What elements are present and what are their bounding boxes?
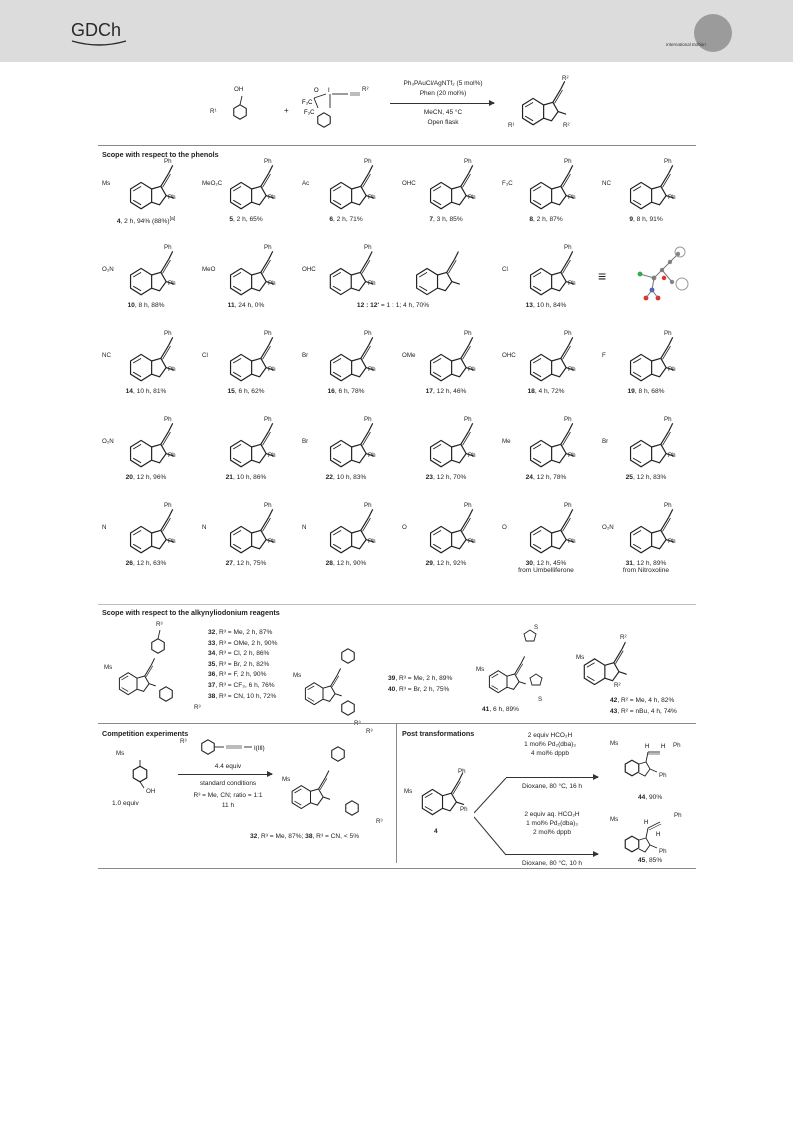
substituent-label: O₂N [102, 266, 114, 273]
compound-number: 36 [208, 671, 216, 679]
post-transformations-title: Post transformations [402, 729, 475, 738]
compound-number: 26 [125, 560, 133, 567]
compound-number: 30 [525, 560, 533, 567]
ph-label: Ph [564, 244, 572, 251]
product-entry: 38, R³ = CN, 10 h, 72% [208, 692, 277, 700]
ph-label: Ph [268, 452, 276, 459]
benzofuran-structure [212, 246, 286, 304]
ph-label: Ph [664, 502, 672, 509]
compound-number: 6 [329, 216, 333, 223]
ms-label: Ms [476, 666, 485, 673]
ph-label: Ph [268, 280, 276, 287]
compound-number: 9 [629, 216, 633, 223]
competition-conditions: standard conditions [199, 780, 257, 787]
compound-caption: 25, 12 h, 83% [625, 474, 667, 481]
compound-number: 39 [388, 675, 396, 682]
ph-label: Ph [168, 452, 176, 459]
compound-caption: 21, 10 h, 86% [225, 474, 267, 481]
compound-caption: 26, 12 h, 63% [125, 560, 167, 567]
journal-header [0, 0, 793, 62]
benzofuran-structure [212, 504, 286, 562]
substituent-label: Cl [502, 266, 508, 273]
compound-caption: 18, 4 h, 72% [527, 388, 565, 395]
compound-caption: 10, 8 h, 88% [127, 302, 165, 309]
substituent-label: MeO [202, 266, 216, 273]
product-entry: 40, R³ = Br, 2 h, 75% [388, 685, 450, 693]
compound-4-structure [404, 768, 476, 826]
product-entry: 43, R² = nBu, 4 h, 74% [610, 707, 677, 715]
benzofuran-structure [412, 160, 486, 218]
ph-label: Ph [168, 280, 176, 287]
compound-number: 23 [425, 474, 433, 481]
compound-caption: 22, 10 h, 83% [325, 474, 367, 481]
ph-label: Ph [464, 502, 472, 509]
ph-label: Ph [664, 330, 672, 337]
top-reagent-3: 4 mol% dppb [531, 750, 569, 757]
compound-caption: 24, 12 h, 78% [525, 474, 567, 481]
ph-label: Ph [673, 742, 681, 749]
compound-caption: 28, 12 h, 90% [325, 560, 367, 567]
svg-text:H: H [656, 832, 661, 838]
iodonium-reagent-structure [294, 78, 384, 136]
ph-label: Ph [268, 366, 276, 373]
compound-number: 45 [638, 857, 646, 864]
ph-label: Ph [468, 366, 476, 373]
substituent-label: F₃C [502, 180, 513, 187]
compound-number: 22 [325, 474, 333, 481]
ms-label: Ms [116, 750, 125, 757]
compound-caption: 27, 12 h, 75% [225, 560, 267, 567]
ms-label: Ms [576, 654, 585, 661]
svg-text:H: H [661, 744, 666, 750]
divider [98, 723, 696, 724]
substituent-label: Me [502, 438, 511, 445]
ph-label: Ph [564, 158, 572, 165]
ph-label: Ph [668, 538, 676, 545]
bottom-arrow [506, 854, 598, 855]
compound-number: 19 [627, 388, 635, 395]
svg-text:I: I [328, 88, 330, 94]
ms-phenol-structure [118, 752, 162, 796]
product-entry: 33, R³ = OMe, 2 h, 90% [208, 639, 278, 647]
r3-label: R³ [376, 818, 383, 825]
benzofuran-structure [112, 332, 186, 390]
svg-text:H: H [645, 744, 650, 750]
product-41-structure [474, 624, 564, 712]
product-list-39-40 [388, 674, 452, 695]
product-r2-top: R² [562, 75, 569, 82]
competition-title: Competition experiments [102, 729, 189, 738]
benzofuran-structure [112, 504, 186, 562]
divider [98, 604, 696, 605]
compound-caption: 7, 3 h, 85% [429, 216, 463, 223]
substituent-label: Br [302, 438, 309, 445]
ligand-label: Phen (20 mol%) [419, 90, 467, 97]
divider [98, 868, 696, 869]
compound-number: 42 [610, 697, 618, 704]
ph-label: Ph [659, 772, 667, 779]
compound-caption: 8, 2 h, 87% [529, 216, 563, 223]
s-label: S [538, 696, 543, 703]
ph-label: Ph [168, 538, 176, 545]
competition-result: 32, R³ = Me, 87%; 38, R³ = CN, < 5% [250, 833, 360, 840]
reaction-arrow [390, 103, 494, 104]
substituent-label: O [402, 524, 407, 531]
solvent-label: MeCN, 45 °C [423, 109, 463, 116]
product-r2-label: R² [563, 122, 570, 129]
ph-label: Ph [164, 502, 172, 509]
substituent-label: MeO₂C [202, 180, 223, 187]
svg-text:I(III): I(III) [254, 746, 265, 752]
product-39-40-structure [290, 642, 386, 734]
benzofuran-structure [512, 504, 586, 562]
ph-label: Ph [674, 812, 682, 819]
benzofuran-structure [312, 418, 386, 476]
compound-number: 16 [327, 388, 335, 395]
ph-label: Ph [468, 452, 476, 459]
svg-text:H: H [644, 820, 649, 826]
substituent-label: Ms [102, 180, 111, 187]
substituent-label: Ac [302, 180, 310, 187]
benzofuran-structure [112, 160, 186, 218]
compound-number: 21 [225, 474, 233, 481]
substituent-label: F [602, 352, 606, 359]
compound-44-structure [610, 732, 694, 794]
ph-label: Ph [364, 416, 372, 423]
ph-label: Ph [568, 194, 576, 201]
compound-caption: 17, 12 h, 46% [425, 388, 467, 395]
compound-number: 33 [208, 639, 216, 647]
compound-number: 10 [127, 302, 135, 309]
ph-label: Ph [364, 158, 372, 165]
product-entry: 37, R³ = CF₃, 6 h, 76% [208, 681, 275, 689]
ph-label: Ph [564, 416, 572, 423]
benzofuran-structure [312, 160, 386, 218]
substituent-label: Cl [202, 352, 208, 359]
product-list-32-38 [208, 628, 277, 702]
top-reagent-2: 1 mol% Pd₂(dba)₃ [524, 741, 576, 748]
compound-number: 4 [116, 218, 121, 226]
ms-label: Ms [404, 788, 413, 795]
ph-label: Ph [368, 366, 376, 373]
compound-number: 29 [425, 560, 433, 567]
compound-number: 38 [208, 692, 216, 700]
ph-label: Ph [668, 452, 676, 459]
s-label: S [534, 624, 539, 631]
ph-label: Ph [164, 330, 172, 337]
compound-caption: 31, 12 h, 89% from Nitroxoline [622, 560, 670, 574]
compound-number: 25 [625, 474, 633, 481]
ph-label: Ph [568, 280, 576, 287]
svg-text:F₃C: F₃C [304, 110, 315, 116]
oh-label: OH [146, 788, 156, 795]
compound-number: 35 [208, 660, 216, 668]
compound-number: 8 [529, 216, 533, 223]
ph-label: Ph [264, 244, 272, 251]
compound-caption: 15, 6 h, 62% [227, 388, 265, 395]
bottom-conditions: Dioxane, 80 °C, 10 h [521, 860, 583, 867]
compound-caption: 6, 2 h, 71% [329, 216, 363, 223]
ph-label: Ph [364, 502, 372, 509]
edition-label: International Edition [666, 42, 706, 47]
ms-label: Ms [610, 816, 619, 823]
ph-label: Ph [464, 158, 472, 165]
ph-label: Ph [668, 366, 676, 373]
benzofuran-structure [312, 246, 482, 304]
r3-label: R³ [194, 704, 201, 711]
product-entry: 32, R³ = Me, 2 h, 87% [208, 629, 273, 636]
competition-product-structure [276, 730, 386, 830]
benzofuran-structure [412, 418, 486, 476]
benzofuran-structure [112, 246, 186, 304]
ph-label: Ph [264, 416, 272, 423]
substituent-label: O₂N [602, 524, 614, 531]
benzofuran-structure [212, 418, 286, 476]
benzofuran-structure [512, 160, 586, 218]
ph-label: Ph [568, 366, 576, 373]
reagent-equiv: 4.4 equiv [214, 763, 242, 770]
compound-number: 44 [638, 794, 646, 801]
r3-label: R³ [156, 621, 163, 628]
alkynyl-scope-title: Scope with respect to the alkynyliodonium reagents [102, 608, 280, 617]
compound-44-caption: 44, 90% [638, 794, 663, 801]
ph-label: Ph [264, 330, 272, 337]
substituent-label: O₂N [102, 438, 114, 445]
substituent-label: OHC [502, 352, 516, 359]
product-entry: 34, R³ = Cl, 2 h, 86% [208, 650, 270, 658]
plus-sign: + [284, 106, 289, 115]
benzofuran-structure [612, 418, 686, 476]
compound-caption: 29, 12 h, 92% [425, 560, 467, 567]
top-arrow [506, 777, 598, 778]
phenol-scope-title: Scope with respect to the phenols [102, 150, 219, 159]
compound-number: 32 [208, 629, 216, 636]
svg-text:O: O [314, 88, 319, 94]
compound-number: 38 [305, 833, 313, 840]
benzofuran-structure [412, 504, 486, 562]
compound-number: 41 [482, 706, 490, 713]
r3-label: R³ [180, 738, 187, 745]
product-41-caption: 41, 6 h, 89% [482, 706, 520, 713]
ph-label: Ph [568, 538, 576, 545]
compound-number: 37 [208, 681, 216, 689]
product-entry: 35, R³ = Br, 2 h, 82% [208, 660, 270, 668]
compound-caption: 19, 8 h, 68% [627, 388, 665, 395]
competition-arrow [178, 774, 272, 775]
phenol-r1-label: R¹ [210, 108, 217, 115]
compound-number: 13 [525, 302, 533, 309]
gdch-logo [70, 17, 128, 49]
compound-number: 24 [525, 474, 533, 481]
r3-label: R³ [366, 728, 373, 735]
ph-label: Ph [564, 330, 572, 337]
r2-label: R² [620, 634, 627, 641]
ph-label: Ph [364, 330, 372, 337]
substituent-label: OHC [402, 180, 416, 187]
compound-caption: 23, 12 h, 70% [425, 474, 467, 481]
benzofuran-structure [212, 160, 286, 218]
benzofuran-structure [212, 332, 286, 390]
ph-label: Ph [168, 194, 176, 201]
compound-number: 12 : 12' [356, 302, 380, 309]
ph-label: Ph [659, 848, 667, 855]
ph-label: Ph [460, 806, 468, 813]
ms-label: Ms [104, 664, 113, 671]
ph-label: Ph [164, 244, 172, 251]
compound-number: 7 [429, 216, 433, 223]
compound-number: 15 [227, 388, 235, 395]
ph-label: Ph [568, 452, 576, 459]
ph-label: Ph [664, 158, 672, 165]
ph-label: Ph [668, 194, 676, 201]
compound-number: 34 [208, 650, 216, 658]
compound-number: 27 [225, 560, 233, 567]
ph-label: Ph [468, 538, 476, 545]
compound-caption: 5, 2 h, 65% [229, 216, 263, 223]
compound-caption: 20, 12 h, 96% [125, 474, 167, 481]
compound-number: 17 [425, 388, 433, 395]
reagent-r2-label: R² [362, 86, 369, 93]
phenol-oh-label: OH [234, 86, 244, 93]
bottom-reagent-3: 2 mol% dppb [533, 829, 571, 836]
footnote-marker: [a] [169, 216, 176, 222]
bottom-reagent-1: 2 equiv aq. HCO₂H [524, 811, 580, 818]
substituent-label: N [302, 524, 307, 531]
benzofuran-structure [512, 332, 586, 390]
product-list-42-43 [610, 696, 677, 717]
ph-label: Ph [458, 768, 466, 775]
product-32-38-structure [104, 624, 204, 720]
ph-label: Ph [664, 416, 672, 423]
atmosphere-label: Open flask [427, 119, 459, 126]
benzofuran-structure [512, 246, 586, 304]
ph-label: Ph [464, 330, 472, 337]
equivalent-sign: ≡ [598, 268, 607, 284]
ph-label: Ph [364, 244, 372, 251]
source-note: from Umbelliferone [518, 567, 574, 574]
ph-label: Ph [168, 366, 176, 373]
compound-caption: 12 : 12' = 1 : 1; 4 h, 70% [356, 302, 430, 309]
ph-label: Ph [264, 502, 272, 509]
compound-caption: 16, 6 h, 78% [327, 388, 365, 395]
benzofuran-structure [312, 332, 386, 390]
product-entry: 36, R³ = F, 2 h, 90% [208, 671, 267, 679]
competition-time: 11 h [221, 802, 235, 809]
xray-structure-image [622, 244, 692, 308]
benzofuran-structure [612, 504, 686, 562]
compound-number: 31 [625, 560, 633, 567]
panel-divider [396, 723, 397, 863]
benzofuran-structure [112, 418, 186, 476]
ph-label: Ph [368, 194, 376, 201]
compound-caption: 13, 10 h, 84% [525, 302, 567, 309]
substituent-label: O [502, 524, 507, 531]
compound-number: 40 [388, 685, 396, 693]
bottom-reagent-2: 1 mol% Pd₂(dba)₃ [526, 820, 578, 827]
benzofuran-structure [612, 160, 686, 218]
svg-text:F₃C: F₃C [302, 100, 313, 106]
benzofuran-structure [412, 332, 486, 390]
ph-label: Ph [268, 194, 276, 201]
r2-label: R² [614, 682, 621, 689]
scheme-figure [98, 68, 696, 868]
ph-label: Ph [368, 280, 376, 287]
compound-number: 14 [125, 388, 133, 395]
source-note: from Nitroxoline [622, 567, 670, 574]
compound-number: 20 [125, 474, 133, 481]
product-42-43-structure [574, 634, 646, 694]
top-conditions: Dioxane, 80 °C, 16 h [521, 783, 583, 790]
ph-label: Ph [564, 502, 572, 509]
ph-label: Ph [368, 452, 376, 459]
ph-label: Ph [164, 158, 172, 165]
compound-45-caption: 45, 85% [638, 857, 663, 864]
ph-label: Ph [268, 538, 276, 545]
benzofuran-structure [512, 418, 586, 476]
ms-label: Ms [293, 672, 302, 679]
substituent-label: OMe [402, 352, 416, 359]
substituent-label: Br [602, 438, 609, 445]
ph-label: Ph [464, 416, 472, 423]
substituent-label: NC [602, 180, 611, 187]
substituent-label: N [202, 524, 207, 531]
benzofuran-structure [312, 504, 386, 562]
benzofuran-structure [612, 332, 686, 390]
ph-label: Ph [468, 194, 476, 201]
ph-label: Ph [264, 158, 272, 165]
substrate-equiv: 1.0 equiv [112, 800, 139, 807]
compound-caption: 9, 8 h, 91% [629, 216, 663, 223]
compound-number: 43 [610, 707, 618, 715]
compound-number: 5 [229, 216, 233, 223]
top-reagent-1: 2 equiv HCO₂H [527, 732, 573, 739]
product-entry: 39, R³ = Me, 2 h, 89% [388, 675, 453, 682]
ms-label: Ms [610, 740, 619, 747]
compound-caption: 4, 2 h, 94% (88%)[a] [116, 216, 176, 226]
compound-caption: 14, 10 h, 81% [125, 388, 167, 395]
compound-number: 18 [527, 388, 535, 395]
compound-caption: 11, 24 h, 0% [227, 302, 265, 309]
catalyst-label: Ph₃PAuCl/AgNTf₂ (5 mol%) [403, 80, 483, 87]
compound-4-label: 4 [434, 828, 438, 835]
compound-number: 28 [325, 560, 333, 567]
product-entry: 42, R² = Me, 4 h, 82% [610, 697, 675, 704]
product-r1-label: R¹ [508, 122, 515, 129]
ph-label: Ph [368, 538, 376, 545]
iodonium-competitor-structure [178, 734, 274, 760]
ms-label: Ms [282, 776, 291, 783]
substituent-label: Br [302, 352, 309, 359]
divider [98, 145, 696, 146]
substituent-label: OHC [302, 266, 316, 273]
competition-ratio: R³ = Me, CN; ratio = 1:1 [193, 792, 263, 799]
compound-number: 32 [250, 833, 258, 840]
compound-caption: 30, 12 h, 45% from Umbelliferone [518, 560, 574, 574]
substituent-label: N [102, 524, 107, 531]
ph-label: Ph [164, 416, 172, 423]
substituent-label: NC [102, 352, 111, 359]
logo-text: GDCh [71, 20, 122, 40]
compound-number: 11 [227, 302, 235, 309]
